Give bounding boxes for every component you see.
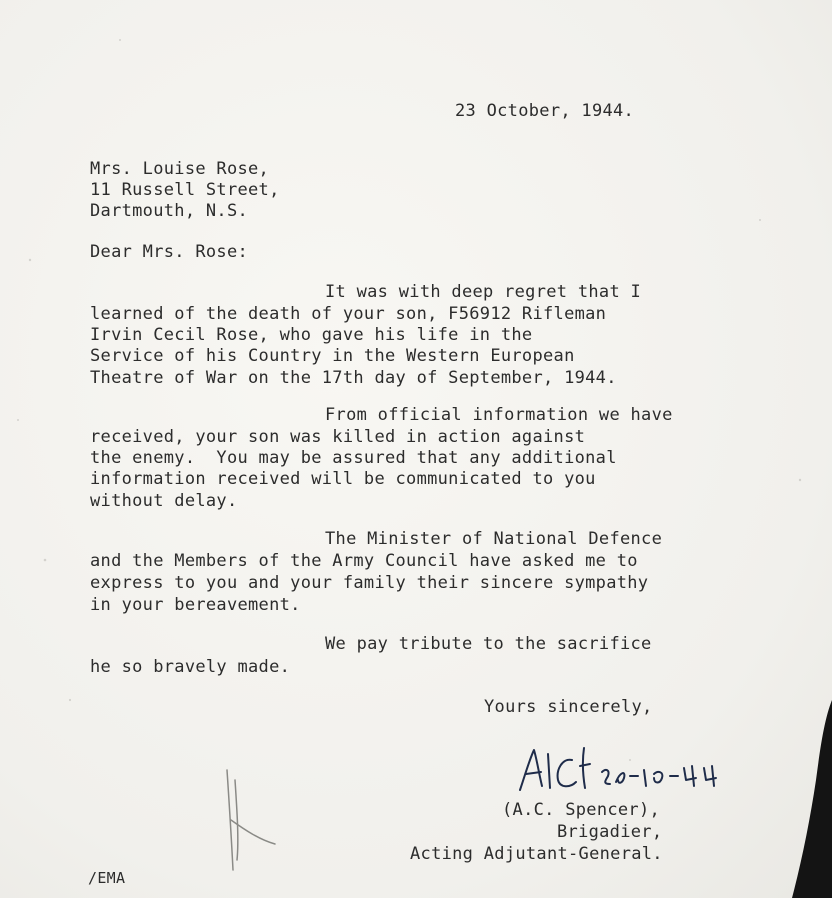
paragraph-1-line: Service of his Country in the Western European (90, 346, 575, 366)
recipient-street: 11 Russell Street, (90, 180, 280, 200)
salutation: Dear Mrs. Rose: (90, 242, 249, 262)
paragraph-1-line: It was with deep regret that I (325, 282, 642, 302)
paragraph-2-line: received, your son was killed in action against (90, 427, 586, 447)
paragraph-3-line: and the Members of the Army Council have asked me to (90, 551, 638, 571)
closing: Yours sincerely, (484, 697, 653, 717)
recipient-name: Mrs. Louise Rose, (90, 159, 270, 179)
paper-edge-shadow (792, 700, 832, 898)
signatory-name: (A.C. Spencer), (502, 800, 661, 820)
paragraph-2-line: From official information we have (325, 405, 673, 425)
paragraph-1-line: Irvin Cecil Rose, who gave his life in the (90, 325, 533, 345)
letter-date: 23 October, 1944. (455, 101, 635, 121)
paragraph-3-line: express to you and your family their sincere sympathy (90, 573, 649, 593)
paragraph-1-line: learned of the death of your son, F56912 Rifleman (90, 304, 607, 324)
paragraph-2-line: the enemy. You may be assured that any additional (90, 448, 617, 468)
signatory-rank: Brigadier, (557, 822, 663, 842)
paragraph-3-line: The Minister of National Defence (325, 529, 663, 549)
paragraph-3-line: in your bereavement. (90, 595, 301, 615)
signatory-title: Acting Adjutant-General. (410, 844, 663, 864)
pencil-check-mark (205, 760, 285, 880)
handwritten-signature (510, 742, 740, 802)
reference-initials: /EMA (88, 869, 126, 887)
paragraph-4-line: he so bravely made. (90, 657, 291, 677)
paragraph-2-line: information received will be communicated to you (90, 469, 596, 489)
recipient-city: Dartmouth, N.S. (90, 201, 249, 221)
paragraph-4-line: We pay tribute to the sacrifice (325, 634, 652, 654)
paragraph-2-line: without delay. (90, 491, 238, 511)
paragraph-1-line: Theatre of War on the 17th day of September, 1944. (90, 368, 617, 388)
